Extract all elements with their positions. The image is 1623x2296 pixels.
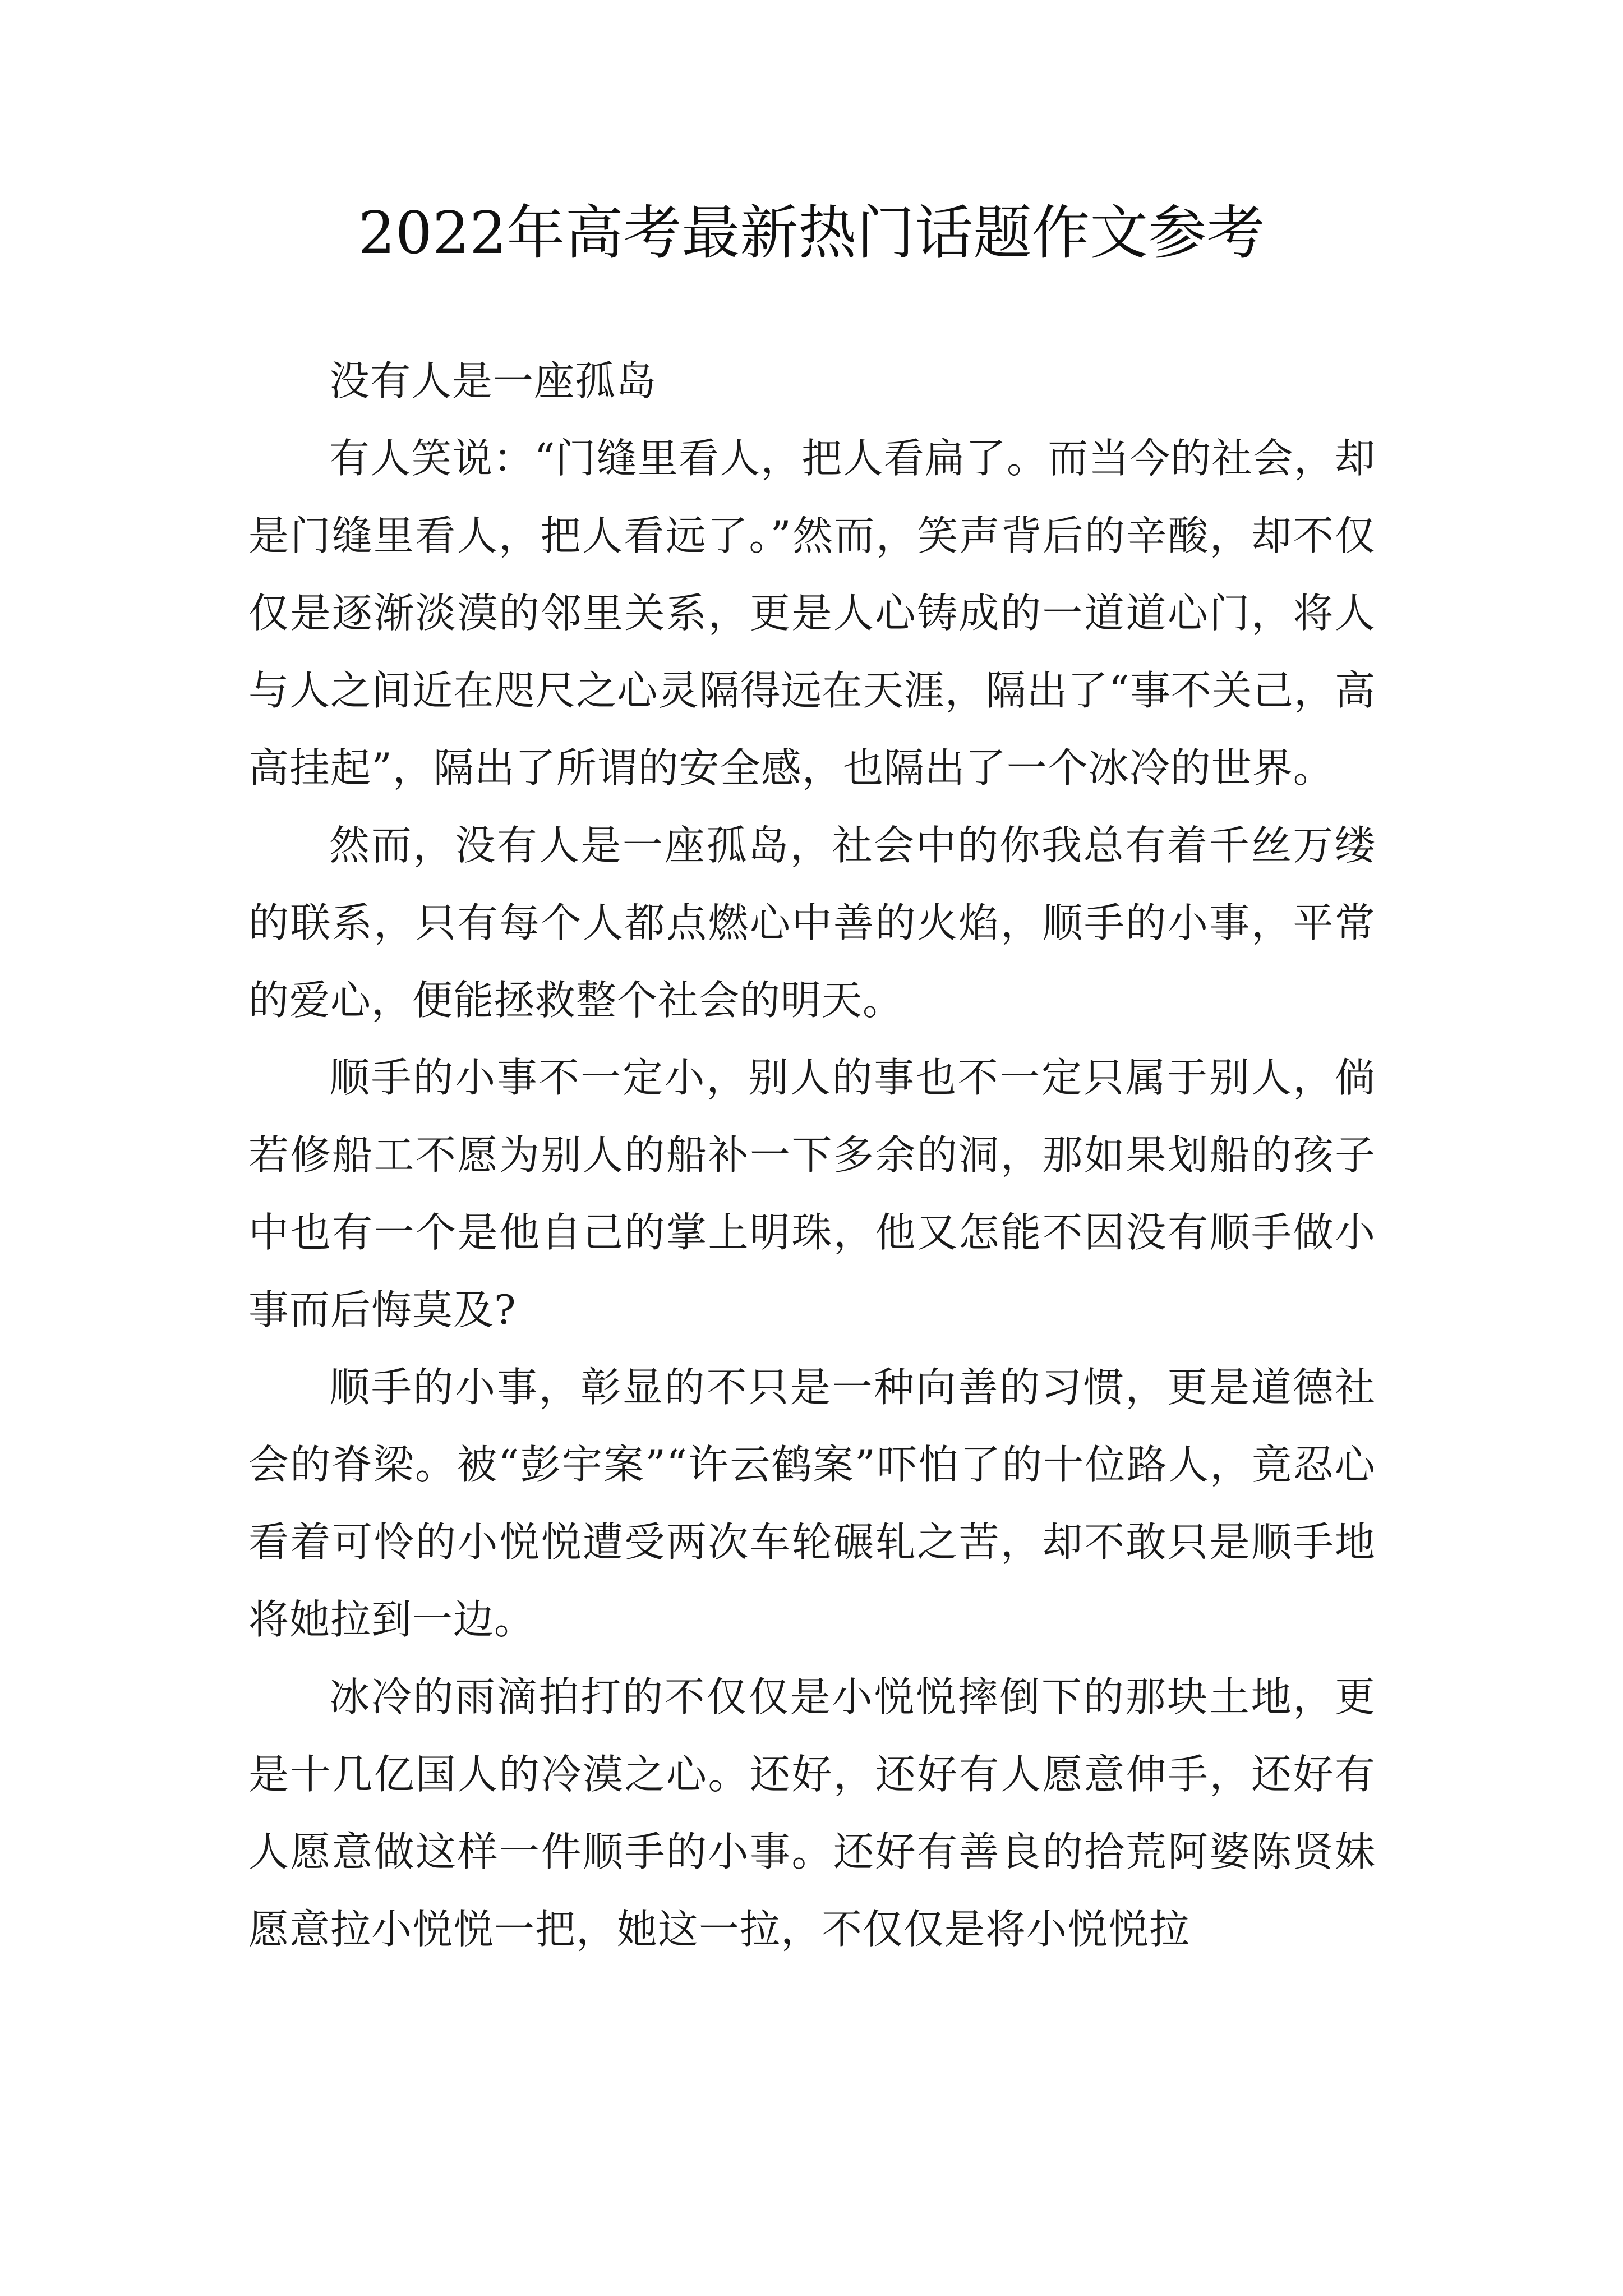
paragraph: 顺手的小事，彰显的不只是一种向善的习惯，更是道德社会的脊梁。被“彭宇案”“许云鹤案”吓怕了的十位路人，竟忍心看着可怜的小悦悦遭受两次车轮碾轧之苦，却不敢只是顺手地将她拉到一边。	[248, 1364, 1376, 1643]
paragraph: 没有人是一座孤岛	[329, 357, 657, 404]
document-body	[248, 342, 1376, 1968]
paragraph: 顺手的小事不一定小，别人的事也不一定只属于别人，倘若修船工不愿为别人的船补一下多余的洞，那如果划船的孩子中也有一个是他自己的掌上明珠，他又怎能不因没有顺手做小事而后悔莫及?	[248, 1054, 1376, 1333]
paragraph: 然而，没有人是一座孤岛，社会中的你我总有着千丝万缕的联系，只有每个人都点燃心中善的火焰，顺手的小事，平常的爱心，便能拯救整个社会的明天。	[248, 822, 1376, 1024]
document-title: 2022年高考最新热门话题作文参考	[358, 199, 1265, 267]
paragraph: 有人笑说：“门缝里看人，把人看扁了。而当今的社会，却是门缝里看人，把人看远了。”然而，笑声背后的辛酸，却不仅仅是逐渐淡漠的邻里关系，更是人心铸成的一道道心门，将人与人之间近在咫尺之心灵隔得远在天涯，隔出了“事不关己，高高挂起”，隔出了所谓的安全感，也隔出了一个冰冷的世界。	[248, 435, 1376, 792]
paragraph: 冰冷的雨滴拍打的不仅仅是小悦悦摔倒下的那块土地，更是十几亿国人的冷漠之心。还好，还好有人愿意伸手，还好有人愿意做这样一件顺手的小事。还好有善良的拾荒阿婆陈贤妹愿意拉小悦悦一把，她这一拉，不仅仅是将小悦悦拉	[248, 1673, 1376, 1953]
